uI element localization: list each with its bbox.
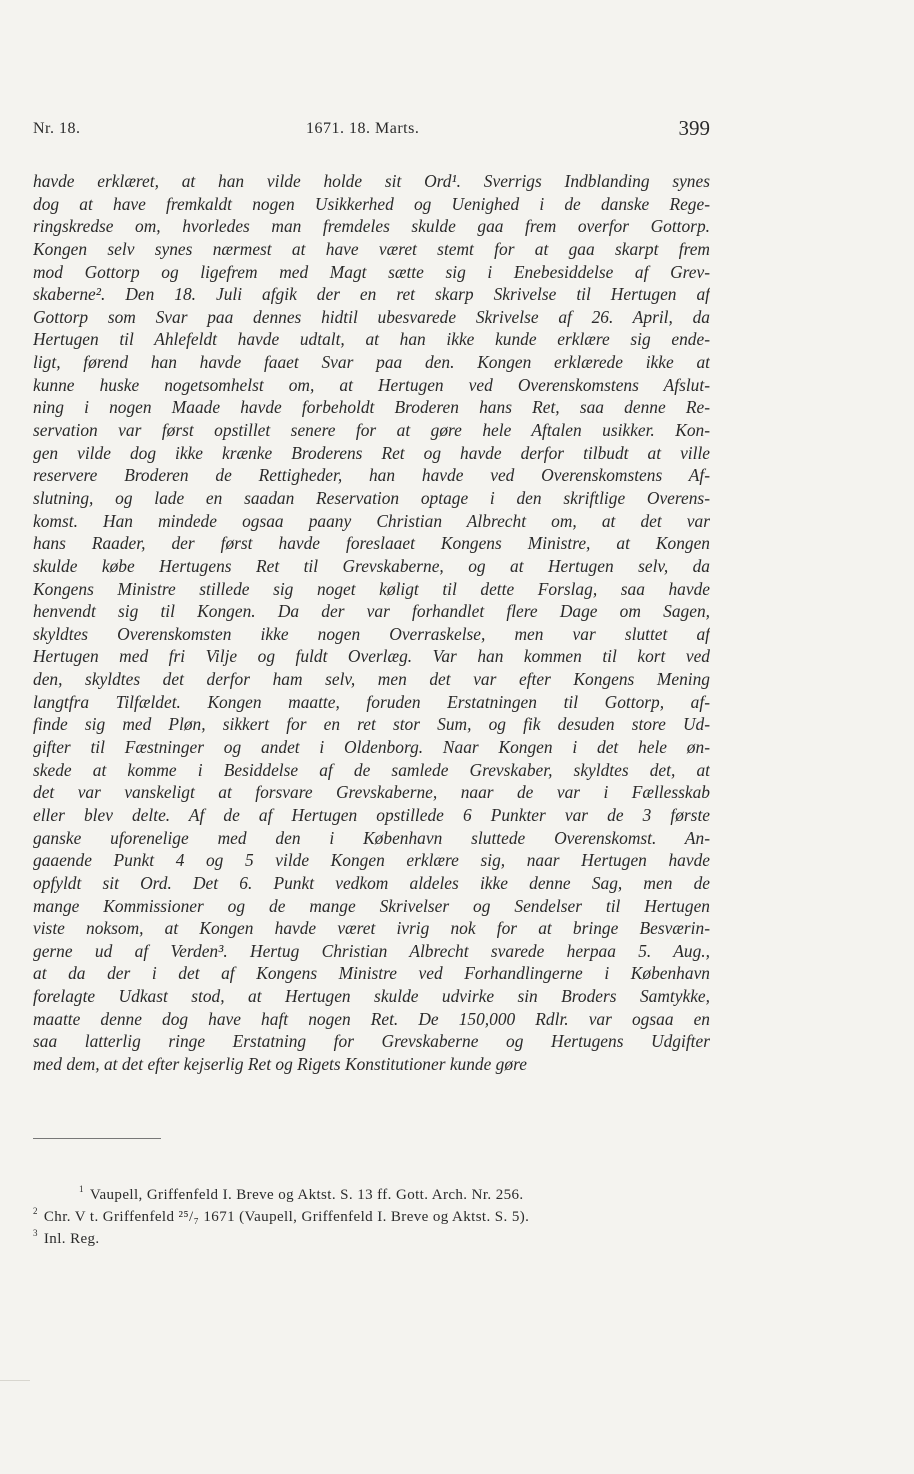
text-line: Kongen selv synes nærmest at have været stemt for at gaa skarpt frem bbox=[33, 238, 710, 259]
text-line: ligt, førend han havde faaet Svar paa den. Kongen erklærede ikke at bbox=[33, 352, 710, 373]
text-line: at da der i det af Kongens Ministre ved Forhandlingerne i København bbox=[33, 963, 710, 984]
footnote-2 bbox=[33, 1200, 710, 1225]
text-line: den, skyldtes det derfor ham selv, men det var efter Kongens Mening bbox=[33, 669, 710, 690]
text-line: ringskredse om, hvorledes man fremdeles skulde gaa frem overfor Gottorp. bbox=[33, 216, 710, 237]
text-line: gerne ud af Verden³. Hertug Christian Albrecht svarede herpaa 5. Aug., bbox=[33, 940, 710, 961]
footnotes bbox=[33, 1178, 710, 1247]
body-text bbox=[33, 170, 710, 1076]
text-line: skulde købe Hertugens Ret til Grevskaberne, og at Hertugen selv, da bbox=[33, 555, 710, 576]
text-line: gaaende Punkt 4 og 5 vilde Kongen erklære sig, naar Hertugen havde bbox=[33, 850, 710, 871]
footnote-mark: 1 bbox=[79, 1184, 84, 1194]
text-line: opfyldt sit Ord. Det 6. Punkt vedkom aldeles ikke denne Sag, men de bbox=[33, 872, 710, 893]
text-line: mod Gottorp og ligefrem med Magt sætte sig i Enebesiddelse af Grev- bbox=[33, 261, 710, 282]
footnote-mark: 3 bbox=[33, 1228, 38, 1238]
text-line: henvendt sig til Kongen. Da der var forhandlet flere Dage om Sagen, bbox=[33, 601, 710, 622]
text-line: ning i nogen Maade havde forbeholdt Broderen hans Ret, saa denne Re- bbox=[33, 397, 710, 418]
text-line: dog at have fremkaldt nogen Usikkerhed og Uenighed i de danske Rege- bbox=[33, 193, 710, 214]
text-line: skede at komme i Besiddelse af de samlede Grevskaber, skyldtes det, at bbox=[33, 759, 710, 780]
text-line: Hertugen til Ahlefeldt havde udtalt, at han ikke kunde erklære sig ende- bbox=[33, 329, 710, 350]
text-line: ganske uforenelige med den i København sluttede Overenskomst. An- bbox=[33, 827, 710, 848]
running-head bbox=[33, 116, 710, 146]
text-line: servation var først opstillet senere for at gøre hele Aftalen usikker. Kon- bbox=[33, 420, 710, 441]
text-line: viste noksom, at Kongen havde været ivrig nok for at bringe Besværin- bbox=[33, 918, 710, 939]
footnote-mark: 2 bbox=[33, 1206, 38, 1216]
text-line: maatte denne dog have haft nogen Ret. De 150,000 Rdlr. var ogsaa en bbox=[33, 1008, 710, 1029]
margin-mark bbox=[0, 1380, 30, 1381]
text-line: gifter til Fæstninger og andet i Oldenborg. Naar Kongen i det hele øn- bbox=[33, 737, 710, 758]
text-line: Gottorp som Svar paa dennes hidtil ubesvarede Skrivelse af 26. April, da bbox=[33, 306, 710, 327]
text-line: skyldtes Overenskomsten ikke nogen Overraskelse, men var sluttet af bbox=[33, 623, 710, 644]
footnote-text: Chr. V t. Griffenfeld ²⁵/₇ 1671 (Vaupell, Griffenfeld I. Breve og Aktst. S. 5). bbox=[43, 1209, 530, 1225]
text-line: kunne huske nogetsomhelst om, at Hertugen ved Overenskomstens Afslut- bbox=[33, 374, 710, 395]
text-line: eller blev delte. Af de af Hertugen opstillede 6 Punkter var de 3 første bbox=[33, 804, 710, 825]
page-number: 399 bbox=[678, 116, 710, 140]
text-line: reservere Broderen de Rettigheder, han havde ved Overenskomstens Af- bbox=[33, 465, 710, 486]
text-line: forelagte Udkast stod, at Hertugen skulde udvirke sin Broders Samtykke, bbox=[33, 986, 710, 1007]
text-line: saa latterlig ringe Erstatning for Grevskaberne og Hertugens Udgifter bbox=[33, 1031, 710, 1052]
text-line: komst. Han mindede ogsaa paany Christian Albrecht om, at det var bbox=[33, 510, 710, 531]
text-line: langtfra Tilfældet. Kongen maatte, foruden Erstatningen til Gottorp, af- bbox=[33, 691, 710, 712]
text-line: finde sig med Pløn, sikkert for en ret stor Sum, og fik desuden store Ud- bbox=[33, 714, 710, 735]
document-date: 1671. 18. Marts. bbox=[306, 120, 420, 137]
text-line: hans Raader, der først havde foreslaaet Kongens Ministre, at Kongen bbox=[33, 533, 710, 554]
document-number: Nr. 18. bbox=[33, 120, 81, 137]
text-line: slutning, og lade en saadan Reservation optage i den skriftlige Overens- bbox=[33, 487, 710, 508]
footnote-1 bbox=[33, 1178, 710, 1203]
footnote-text: Vaupell, Griffenfeld I. Breve og Aktst. S. 13 ff. Gott. Arch. Nr. 256. bbox=[89, 1187, 524, 1203]
text-line: mange Kommissioner og de mange Skrivelser og Sendelser til Hertugen bbox=[33, 895, 710, 916]
footnote-rule bbox=[33, 1138, 161, 1139]
footnote-3 bbox=[33, 1222, 710, 1247]
text-line: havde erklæret, at han vilde holde sit Ord¹. Sverrigs Indblanding synes bbox=[33, 171, 710, 191]
text-line: skaberne². Den 18. Juli afgik der en ret skarp Skrivelse til Hertugen af bbox=[33, 284, 710, 305]
footnote-text: Inl. Reg. bbox=[43, 1231, 100, 1247]
text-line: Hertugen med fri Vilje og fuldt Overlæg. Var han kommen til kort ved bbox=[33, 646, 710, 667]
text-line: det var vanskeligt at forsvare Grevskaberne, naar de var i Fællesskab bbox=[33, 782, 710, 803]
text-line: Kongens Ministre stillede sig noget køligt til dette Forslag, saa havde bbox=[33, 578, 710, 599]
text-line: med dem, at det efter kejserlig Ret og Rigets Konstitutioner kunde gøre bbox=[33, 1053, 527, 1074]
text-line: gen vilde dog ikke krænke Broderens Ret og havde derfor tilbudt at ville bbox=[33, 442, 710, 463]
